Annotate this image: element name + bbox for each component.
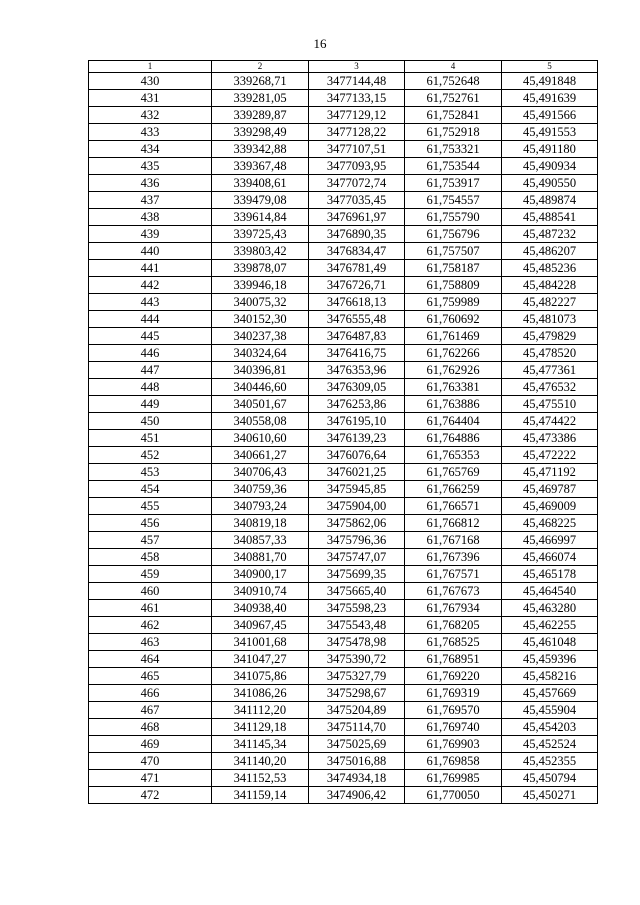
table-cell: 435 (89, 158, 212, 175)
table-cell: 340324,64 (212, 345, 309, 362)
table-cell: 45,479829 (502, 328, 598, 345)
table-cell: 341140,20 (212, 753, 309, 770)
table-cell: 447 (89, 362, 212, 379)
table-cell: 3475665,40 (309, 583, 405, 600)
table-cell: 61,758187 (405, 260, 502, 277)
table-cell: 340152,30 (212, 311, 309, 328)
table-row (89, 260, 598, 277)
table-cell: 3475298,67 (309, 685, 405, 702)
table-cell: 471 (89, 770, 212, 787)
table-cell: 61,752761 (405, 90, 502, 107)
table-cell: 45,491566 (502, 107, 598, 124)
table-cell: 61,767168 (405, 532, 502, 549)
table-cell: 3477129,12 (309, 107, 405, 124)
table-cell: 45,464540 (502, 583, 598, 600)
table-cell: 445 (89, 328, 212, 345)
table-cell: 3475478,98 (309, 634, 405, 651)
table-cell: 3477107,51 (309, 141, 405, 158)
table-cell: 45,491848 (502, 73, 598, 90)
table-row (89, 90, 598, 107)
table-cell: 452 (89, 447, 212, 464)
table-row (89, 192, 598, 209)
table-cell: 341152,53 (212, 770, 309, 787)
table-cell: 340558,08 (212, 413, 309, 430)
table-cell: 3475699,35 (309, 566, 405, 583)
table-cell: 340857,33 (212, 532, 309, 549)
table-row (89, 600, 598, 617)
table-cell: 3476618,13 (309, 294, 405, 311)
table-cell: 45,466997 (502, 532, 598, 549)
table-cell: 340075,32 (212, 294, 309, 311)
table-cell: 3477133,15 (309, 90, 405, 107)
table-cell: 339367,48 (212, 158, 309, 175)
table-cell: 45,473386 (502, 430, 598, 447)
table-row (89, 107, 598, 124)
table-cell: 339281,05 (212, 90, 309, 107)
table-cell: 340900,17 (212, 566, 309, 583)
table-cell: 3476309,05 (309, 379, 405, 396)
table-cell: 45,459396 (502, 651, 598, 668)
table-cell: 45,462255 (502, 617, 598, 634)
table-cell: 458 (89, 549, 212, 566)
table-cell: 441 (89, 260, 212, 277)
table-cell: 45,486207 (502, 243, 598, 260)
table-cell: 3475862,06 (309, 515, 405, 532)
table-cell: 341001,68 (212, 634, 309, 651)
table-cell: 469 (89, 736, 212, 753)
table-row (89, 447, 598, 464)
table-cell: 341047,27 (212, 651, 309, 668)
table-cell: 61,766259 (405, 481, 502, 498)
table-body (89, 73, 598, 804)
table-cell: 3475204,89 (309, 702, 405, 719)
table-cell: 3477035,45 (309, 192, 405, 209)
table-cell: 61,753321 (405, 141, 502, 158)
table-row (89, 770, 598, 787)
table-cell: 440 (89, 243, 212, 260)
table-cell: 339725,43 (212, 226, 309, 243)
table-cell: 61,760692 (405, 311, 502, 328)
table-row (89, 549, 598, 566)
table-cell: 444 (89, 311, 212, 328)
table-cell: 340446,60 (212, 379, 309, 396)
table-row (89, 345, 598, 362)
table-cell: 468 (89, 719, 212, 736)
table-row (89, 73, 598, 90)
table-cell: 459 (89, 566, 212, 583)
table-cell: 3476726,71 (309, 277, 405, 294)
table-cell: 454 (89, 481, 212, 498)
table-row (89, 294, 598, 311)
table-cell: 61,764404 (405, 413, 502, 430)
table-cell: 339342,88 (212, 141, 309, 158)
column-header: 2 (212, 61, 309, 73)
table-cell: 45,469787 (502, 481, 598, 498)
table-row (89, 702, 598, 719)
table-cell: 340881,70 (212, 549, 309, 566)
table-cell: 61,765353 (405, 447, 502, 464)
table-row (89, 685, 598, 702)
table-cell: 45,491180 (502, 141, 598, 158)
table-cell: 442 (89, 277, 212, 294)
table-cell: 340237,38 (212, 328, 309, 345)
table-cell: 61,769985 (405, 770, 502, 787)
table-cell: 61,767571 (405, 566, 502, 583)
table-cell: 464 (89, 651, 212, 668)
table-row (89, 583, 598, 600)
page-number: 16 (313, 36, 327, 51)
table-cell: 3476195,10 (309, 413, 405, 430)
table-cell: 438 (89, 209, 212, 226)
table-cell: 45,450271 (502, 787, 598, 804)
column-header: 5 (502, 61, 598, 73)
table-cell: 443 (89, 294, 212, 311)
table-cell: 61,752648 (405, 73, 502, 90)
table-cell: 45,465178 (502, 566, 598, 583)
table-cell: 61,769220 (405, 668, 502, 685)
table-cell: 339803,42 (212, 243, 309, 260)
table-cell: 339878,07 (212, 260, 309, 277)
table-cell: 61,762926 (405, 362, 502, 379)
table-cell: 45,454203 (502, 719, 598, 736)
table-cell: 45,484228 (502, 277, 598, 294)
table-cell: 3475598,23 (309, 600, 405, 617)
table-cell: 45,469009 (502, 498, 598, 515)
column-header: 1 (89, 61, 212, 73)
table-cell: 3476416,75 (309, 345, 405, 362)
table-cell: 61,767934 (405, 600, 502, 617)
table-cell: 455 (89, 498, 212, 515)
column-header: 4 (405, 61, 502, 73)
table-cell: 462 (89, 617, 212, 634)
table-cell: 3476353,96 (309, 362, 405, 379)
column-header: 3 (309, 61, 405, 73)
table-cell: 61,759989 (405, 294, 502, 311)
table-cell: 45,491639 (502, 90, 598, 107)
table-cell: 3476890,35 (309, 226, 405, 243)
table-row (89, 175, 598, 192)
table-cell: 3476076,64 (309, 447, 405, 464)
table-row (89, 413, 598, 430)
table-row (89, 515, 598, 532)
table-cell: 61,767673 (405, 583, 502, 600)
table-cell: 3477128,22 (309, 124, 405, 141)
table-cell: 3474934,18 (309, 770, 405, 787)
table-row (89, 243, 598, 260)
table-row (89, 362, 598, 379)
table-cell: 3476253,86 (309, 396, 405, 413)
table-cell: 45,487232 (502, 226, 598, 243)
table-cell: 61,752841 (405, 107, 502, 124)
table-cell: 450 (89, 413, 212, 430)
table-cell: 339298,49 (212, 124, 309, 141)
table-row (89, 226, 598, 243)
table-cell: 61,769903 (405, 736, 502, 753)
table-cell: 61,770050 (405, 787, 502, 804)
table-cell: 460 (89, 583, 212, 600)
table-cell: 340706,43 (212, 464, 309, 481)
table-cell: 340938,40 (212, 600, 309, 617)
table-cell: 61,755790 (405, 209, 502, 226)
table-cell: 45,450794 (502, 770, 598, 787)
table-cell: 467 (89, 702, 212, 719)
table-cell: 3476781,49 (309, 260, 405, 277)
table-cell: 61,766571 (405, 498, 502, 515)
table-cell: 45,485236 (502, 260, 598, 277)
table-cell: 339408,61 (212, 175, 309, 192)
table-cell: 3476139,23 (309, 430, 405, 447)
table-cell: 3476961,97 (309, 209, 405, 226)
table-cell: 439 (89, 226, 212, 243)
table-cell: 61,767396 (405, 549, 502, 566)
table-cell: 45,477361 (502, 362, 598, 379)
table-cell: 3476487,83 (309, 328, 405, 345)
table-cell: 45,468225 (502, 515, 598, 532)
table-cell: 61,753917 (405, 175, 502, 192)
table-header-row (89, 61, 598, 73)
table-cell: 45,474422 (502, 413, 598, 430)
table-cell: 45,466074 (502, 549, 598, 566)
table-cell: 434 (89, 141, 212, 158)
table-cell: 61,753544 (405, 158, 502, 175)
table-row (89, 787, 598, 804)
table-cell: 45,481073 (502, 311, 598, 328)
table-cell: 3475747,07 (309, 549, 405, 566)
table-row (89, 719, 598, 736)
table-cell: 3475327,79 (309, 668, 405, 685)
table-cell: 45,455904 (502, 702, 598, 719)
table-cell: 340501,67 (212, 396, 309, 413)
table-cell: 340759,36 (212, 481, 309, 498)
table-row (89, 634, 598, 651)
table-cell: 437 (89, 192, 212, 209)
table-cell: 61,754557 (405, 192, 502, 209)
table-cell: 61,768951 (405, 651, 502, 668)
table-row (89, 753, 598, 770)
table-cell: 3477093,95 (309, 158, 405, 175)
table-cell: 341159,14 (212, 787, 309, 804)
table-cell: 45,452355 (502, 753, 598, 770)
table-row (89, 481, 598, 498)
table-cell: 448 (89, 379, 212, 396)
table-cell: 466 (89, 685, 212, 702)
table-cell: 339268,71 (212, 73, 309, 90)
table-cell: 432 (89, 107, 212, 124)
table-cell: 340819,18 (212, 515, 309, 532)
table-row (89, 566, 598, 583)
table-cell: 3475945,85 (309, 481, 405, 498)
table-cell: 470 (89, 753, 212, 770)
table-row (89, 617, 598, 634)
table-cell: 61,768205 (405, 617, 502, 634)
table-cell: 61,752918 (405, 124, 502, 141)
table-cell: 61,766812 (405, 515, 502, 532)
table-row (89, 124, 598, 141)
table-cell: 61,758809 (405, 277, 502, 294)
table-cell: 3476021,25 (309, 464, 405, 481)
table-row (89, 141, 598, 158)
table-cell: 3474906,42 (309, 787, 405, 804)
table-cell: 465 (89, 668, 212, 685)
table-cell: 341112,20 (212, 702, 309, 719)
table-row (89, 464, 598, 481)
table-cell: 340793,24 (212, 498, 309, 515)
table-cell: 340610,60 (212, 430, 309, 447)
table-cell: 61,763381 (405, 379, 502, 396)
table-cell: 45,488541 (502, 209, 598, 226)
table-row (89, 498, 598, 515)
table-cell: 61,769740 (405, 719, 502, 736)
table-cell: 463 (89, 634, 212, 651)
table-cell: 341086,26 (212, 685, 309, 702)
table-row (89, 736, 598, 753)
table-cell: 61,764886 (405, 430, 502, 447)
table-cell: 457 (89, 532, 212, 549)
table-cell: 431 (89, 90, 212, 107)
table-cell: 341129,18 (212, 719, 309, 736)
table-cell: 61,757507 (405, 243, 502, 260)
table-cell: 3475025,69 (309, 736, 405, 753)
table-cell: 45,457669 (502, 685, 598, 702)
table-cell: 45,489874 (502, 192, 598, 209)
table-cell: 61,762266 (405, 345, 502, 362)
table-row (89, 158, 598, 175)
table-cell: 3475904,00 (309, 498, 405, 515)
table-cell: 461 (89, 600, 212, 617)
coordinates-table (88, 60, 598, 804)
table-cell: 45,491553 (502, 124, 598, 141)
table-cell: 45,471192 (502, 464, 598, 481)
table-cell: 45,458216 (502, 668, 598, 685)
table-cell: 340967,45 (212, 617, 309, 634)
table-row (89, 379, 598, 396)
table-cell: 3475390,72 (309, 651, 405, 668)
table-cell: 45,490934 (502, 158, 598, 175)
table-cell: 340396,81 (212, 362, 309, 379)
table-cell: 3475543,48 (309, 617, 405, 634)
table-row (89, 396, 598, 413)
table-cell: 3475016,88 (309, 753, 405, 770)
table-cell: 61,769319 (405, 685, 502, 702)
table-cell: 61,765769 (405, 464, 502, 481)
table-cell: 341075,86 (212, 668, 309, 685)
table-row (89, 532, 598, 549)
table-cell: 451 (89, 430, 212, 447)
table-cell: 3475114,70 (309, 719, 405, 736)
table-cell: 45,475510 (502, 396, 598, 413)
table-cell: 340661,27 (212, 447, 309, 464)
table-cell: 341145,34 (212, 736, 309, 753)
table-cell: 61,763886 (405, 396, 502, 413)
table-cell: 472 (89, 787, 212, 804)
table-cell: 3477144,48 (309, 73, 405, 90)
table-row (89, 651, 598, 668)
table-cell: 446 (89, 345, 212, 362)
table-cell: 340910,74 (212, 583, 309, 600)
table-cell: 61,769570 (405, 702, 502, 719)
table-cell: 430 (89, 73, 212, 90)
table-cell: 45,472222 (502, 447, 598, 464)
table-cell: 45,461048 (502, 634, 598, 651)
table-cell: 339614,84 (212, 209, 309, 226)
table-cell: 61,769858 (405, 753, 502, 770)
table-cell: 61,756796 (405, 226, 502, 243)
table-row (89, 668, 598, 685)
table-cell: 45,463280 (502, 600, 598, 617)
table-cell: 3475796,36 (309, 532, 405, 549)
table-cell: 453 (89, 464, 212, 481)
table-cell: 339946,18 (212, 277, 309, 294)
table-cell: 436 (89, 175, 212, 192)
table-row (89, 277, 598, 294)
table-cell: 45,476532 (502, 379, 598, 396)
table-cell: 449 (89, 396, 212, 413)
table-cell: 456 (89, 515, 212, 532)
table-cell: 61,768525 (405, 634, 502, 651)
table-cell: 45,478520 (502, 345, 598, 362)
table-row (89, 430, 598, 447)
table-cell: 61,761469 (405, 328, 502, 345)
table-cell: 3476555,48 (309, 311, 405, 328)
table-cell: 45,452524 (502, 736, 598, 753)
table-cell: 3477072,74 (309, 175, 405, 192)
table-cell: 45,490550 (502, 175, 598, 192)
table-cell: 433 (89, 124, 212, 141)
table-cell: 3476834,47 (309, 243, 405, 260)
table-cell: 45,482227 (502, 294, 598, 311)
table-row (89, 311, 598, 328)
table-row (89, 209, 598, 226)
table-cell: 339289,87 (212, 107, 309, 124)
table-cell: 339479,08 (212, 192, 309, 209)
table-row (89, 328, 598, 345)
